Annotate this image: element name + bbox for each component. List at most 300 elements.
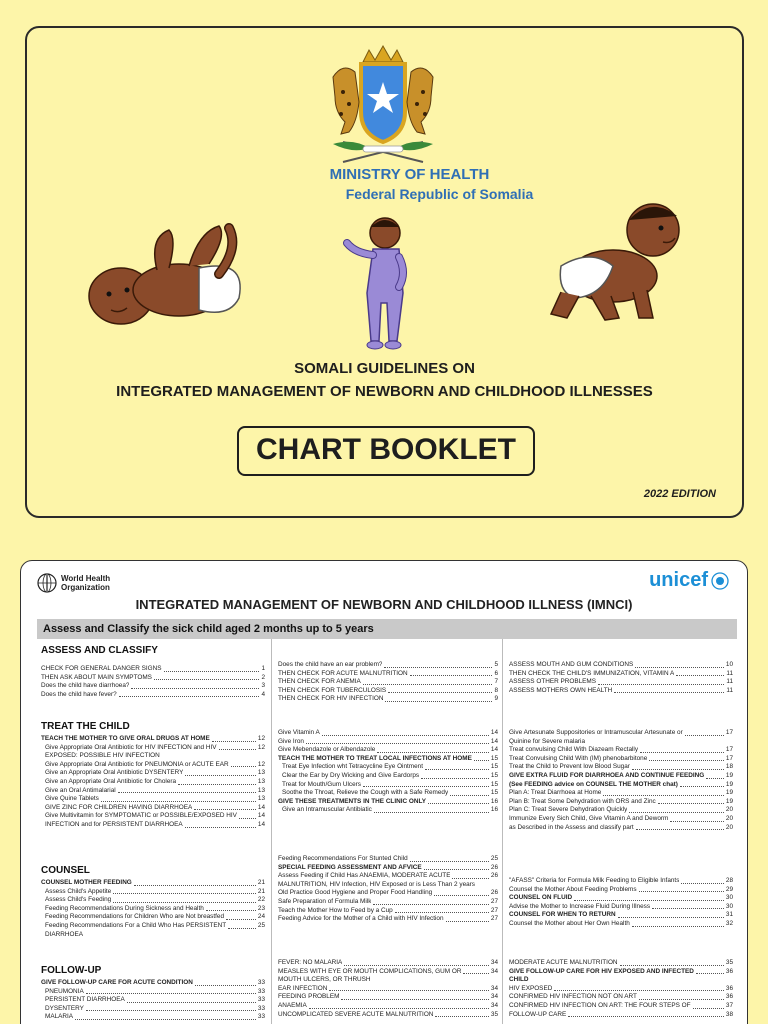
toc-page-number: 19 xyxy=(725,771,733,779)
toc-leader-dots xyxy=(452,878,488,879)
toc-entry[interactable] xyxy=(509,746,733,755)
toc-entry[interactable] xyxy=(41,744,265,753)
toc-block-c2c xyxy=(272,855,502,924)
toc-block-c3d xyxy=(505,959,737,1019)
toc-entry-title: Assess Child's Appetite xyxy=(45,887,112,895)
toc-entry[interactable] xyxy=(509,687,733,696)
toc-entry-title: Plan C: Treat Severe Dehydration Quickly xyxy=(509,806,628,814)
toc-entry-title: THEN CHECK FOR HIV INFECTION xyxy=(278,695,384,703)
toc-entry[interactable] xyxy=(278,806,498,815)
toc-entry-title: Counsel the Mother about Her Own Health xyxy=(509,919,630,927)
toc-page-number: 16 xyxy=(490,806,498,814)
toc-leader-dots xyxy=(636,829,724,830)
toc-page-number: 34 xyxy=(490,993,498,1001)
toc-entry-title: Counsel the Mother About Feeding Problems xyxy=(509,885,637,893)
toc-leader-dots xyxy=(435,1016,488,1017)
toc-entry[interactable] xyxy=(41,922,265,931)
guidelines-subheading: INTEGRATED MANAGEMENT OF NEWBORN AND CHILDHOOD ILLNESSES xyxy=(116,383,653,400)
imnci-title: INTEGRATED MANAGEMENT OF NEWBORN AND CHILDHOOD ILLNESS (IMNCI) xyxy=(135,597,633,612)
toc-leader-dots xyxy=(463,973,488,974)
toc-page-number: 34 xyxy=(490,967,498,975)
toc-block-c3a xyxy=(505,661,737,695)
toc-entry[interactable] xyxy=(509,894,733,903)
toc-entry-title: Advise the Mother to Increase Fluid During Illness xyxy=(509,902,651,910)
toc-entry[interactable] xyxy=(278,907,498,916)
toc-page-number: 13 xyxy=(257,786,265,794)
toc-leader-dots xyxy=(635,667,724,668)
toc-page-number: 2 xyxy=(261,673,265,681)
toc-page-number: 21 xyxy=(257,887,265,895)
toc-entry[interactable] xyxy=(509,968,733,977)
toc-leader-dots xyxy=(693,1008,724,1009)
toc-entry[interactable] xyxy=(278,695,498,704)
toc-page-number: 27 xyxy=(490,897,498,905)
toc-entry-title: (See FEEDING advice on COUNSEL THE MOTHER chat) xyxy=(509,780,678,788)
toc-entry-title: Feeding Advice for the Mother of a Child with HIV Infection xyxy=(278,915,444,923)
toc-entry[interactable] xyxy=(41,682,265,691)
toc-entry[interactable] xyxy=(509,789,733,798)
toc-page-number: 14 xyxy=(257,820,265,828)
toc-leader-dots xyxy=(374,812,489,813)
toc-leader-dots xyxy=(676,675,724,676)
toc-leader-dots xyxy=(568,1016,724,1017)
toc-page-number: 14 xyxy=(490,746,498,754)
toc-entry-title: FEEDING PROBLEM xyxy=(278,993,340,1001)
toc-leader-dots xyxy=(178,784,256,785)
toc-entry[interactable] xyxy=(509,670,733,679)
toc-entry[interactable] xyxy=(41,795,265,804)
toc-entry[interactable] xyxy=(278,763,498,772)
toc-entry-title: GIVE FOLLOW-UP CARE FOR HIV EXPOSED AND INFECTED xyxy=(509,967,694,975)
toc-leader-dots xyxy=(632,926,724,927)
toc-page-number: 30 xyxy=(725,894,733,902)
toc-entry[interactable] xyxy=(278,864,498,873)
toc-entry-title: THEN CHECK FOR ACUTE MALNUTRITION xyxy=(278,669,408,677)
toc-entry-title: PERSISTENT DIARRHOEA xyxy=(45,996,125,1004)
toc-entry-title: HIV EXPOSED xyxy=(509,984,553,992)
toc-page-number: 34 xyxy=(490,959,498,966)
toc-entry[interactable] xyxy=(41,778,265,787)
toc-leader-dots xyxy=(194,809,256,810)
toc-entry-title: Give Iron xyxy=(278,737,304,745)
toc-page-number: 27 xyxy=(490,906,498,914)
toc-leader-dots xyxy=(685,735,724,736)
toc-entry[interactable] xyxy=(278,772,498,781)
toc-page-number: 21 xyxy=(257,879,265,886)
toc-leader-dots xyxy=(86,1010,256,1011)
toc-page-number: 33 xyxy=(257,1013,265,1021)
toc-page-number: 31 xyxy=(725,911,733,919)
toc-entry[interactable] xyxy=(41,879,265,888)
toc-page-number: 33 xyxy=(257,987,265,995)
toc-leader-dots xyxy=(618,917,724,918)
toc-entry-title: GIVE THESE TREATMENTS IN THE CLINIC ONLY xyxy=(278,797,427,805)
toc-entry[interactable] xyxy=(509,959,733,968)
toc-entry[interactable] xyxy=(509,729,733,738)
toc-page-number: 17 xyxy=(725,729,733,736)
toc-entry[interactable] xyxy=(278,755,498,764)
toc-page-number: 4 xyxy=(261,690,265,698)
toc-entry[interactable] xyxy=(278,898,498,907)
toc-entry[interactable] xyxy=(509,678,733,687)
contents-page xyxy=(20,560,748,1024)
toc-page-number: 35 xyxy=(490,1010,498,1018)
toc-page-number: 12 xyxy=(257,743,265,751)
toc-entry[interactable] xyxy=(41,761,265,770)
toc-entry-title: THEN ASK ABOUT MAIN SYMPTOMS xyxy=(41,673,152,681)
toc-leader-dots xyxy=(603,795,724,796)
toc-leader-dots xyxy=(652,908,724,909)
toc-entry[interactable] xyxy=(278,738,498,747)
toc-leader-dots xyxy=(322,735,489,736)
toc-entry[interactable] xyxy=(509,877,733,886)
toc-entry[interactable] xyxy=(509,806,733,815)
toc-entry-title: Treat Eye Infection wht Tetracycline Eye Ointment xyxy=(282,763,424,771)
toc-block-c2d xyxy=(272,959,502,1019)
toc-entry-title: Old Practice Good Hygiene and Proper Food Handling xyxy=(278,889,433,897)
toc-leader-dots xyxy=(344,965,489,966)
toc-entry[interactable] xyxy=(41,1013,265,1022)
toc-page-number: 23 xyxy=(257,904,265,912)
toc-entry[interactable] xyxy=(278,661,498,670)
toc-entry[interactable] xyxy=(509,985,733,994)
toc-block-c3c xyxy=(505,877,737,929)
toc-entry[interactable] xyxy=(278,798,498,807)
toc-entry[interactable] xyxy=(509,755,733,764)
toc-entry[interactable] xyxy=(509,920,733,929)
toc-entry[interactable] xyxy=(278,1002,498,1011)
toc-entry[interactable] xyxy=(509,976,733,985)
cover-page xyxy=(25,26,744,518)
toc-leader-dots xyxy=(363,786,489,787)
toc-entry[interactable] xyxy=(509,911,733,920)
toc-entry[interactable] xyxy=(509,772,733,781)
toc-entry-title: THEN CHECK THE CHILD'S IMMUNIZATION, VITAMIN A xyxy=(509,669,675,677)
toc-entry-title: COUNSEL ON FLUID xyxy=(509,894,573,902)
toc-leader-dots xyxy=(377,752,489,753)
toc-entry[interactable] xyxy=(278,746,498,755)
toc-page-number: 20 xyxy=(725,814,733,822)
toc-page-number: 33 xyxy=(257,1004,265,1012)
toc-leader-dots xyxy=(118,792,256,793)
toc-page-number: 9 xyxy=(494,695,498,703)
toc-page-number: 33 xyxy=(257,996,265,1004)
toc-entry[interactable] xyxy=(41,905,265,914)
toc-entry[interactable] xyxy=(41,979,265,988)
unicef-emblem-icon xyxy=(711,572,729,590)
toc-entry[interactable] xyxy=(41,821,265,830)
toc-leader-dots xyxy=(554,990,724,991)
toc-entry-title: Give Appropriate Oral Antibiotic for PNEUMONIA or ACUTE EAR xyxy=(45,760,229,768)
toc-leader-dots xyxy=(658,803,724,804)
toc-entry-title: as Described in the Assess and classify part xyxy=(509,823,634,831)
toc-leader-dots xyxy=(119,696,260,697)
toc-page-number: 15 xyxy=(490,763,498,771)
toc-entry-title: Does the child have fever? xyxy=(41,690,117,698)
toc-entry-title: ASSESS MOTHERS OWN HEALTH xyxy=(509,686,613,694)
toc-entry[interactable] xyxy=(509,993,733,1002)
toc-page-number: 37 xyxy=(725,1001,733,1009)
who-name-line1: World Health xyxy=(61,574,111,583)
toc-entry-title: ASSESS MOUTH AND GUM CONDITIONS xyxy=(509,661,634,668)
toc-entry-title: CHECK FOR GENERAL DANGER SIGNS xyxy=(41,665,162,672)
toc-leader-dots xyxy=(450,795,489,796)
toc-entry-title: Does the child have diarrhoea? xyxy=(41,682,130,690)
toc-page-number: 10 xyxy=(725,661,733,668)
toc-entry[interactable] xyxy=(278,968,498,977)
toc-entry-title: Feeding Recommendations for Children Who are Not breastfed xyxy=(45,913,225,921)
toc-entry[interactable] xyxy=(41,812,265,821)
toc-block-counsel xyxy=(37,879,269,939)
toc-entry[interactable] xyxy=(41,913,265,922)
toc-entry[interactable] xyxy=(278,993,498,1002)
unicef-logo xyxy=(649,569,729,592)
toc-entry[interactable] xyxy=(278,872,498,881)
toc-entry[interactable] xyxy=(41,735,265,744)
toc-block-treat xyxy=(37,735,269,830)
toc-page-number: 17 xyxy=(725,746,733,754)
toc-page-number: 36 xyxy=(725,967,733,975)
toc-entry-title: Give an Appropriate Oral Antibiotic for Cholera xyxy=(45,777,177,785)
toc-leader-dots xyxy=(75,1019,256,1020)
toc-entry-title: Teach the Mother How to Feed by a Cup xyxy=(278,906,393,914)
toc-entry[interactable] xyxy=(509,1011,733,1020)
toc-leader-dots xyxy=(86,993,256,994)
somalia-coat-of-arms-icon xyxy=(313,42,453,172)
booklet-title: CHART BOOKLET xyxy=(237,426,535,476)
toc-entry-title: EXPOSED: POSSIBLE HIV INFECTION xyxy=(45,752,160,760)
toc-leader-dots xyxy=(154,679,260,680)
toc-entry-title: MOUTH ULCERS, OR THRUSH xyxy=(278,976,371,984)
toc-page-number: 11 xyxy=(726,678,733,686)
toc-entry[interactable] xyxy=(41,896,265,905)
toc-leader-dots xyxy=(239,818,256,819)
toc-entry[interactable] xyxy=(509,781,733,790)
toc-page-number: 13 xyxy=(257,795,265,803)
toc-leader-dots xyxy=(373,904,488,905)
toc-leader-dots xyxy=(474,760,489,761)
toc-page-number: 27 xyxy=(490,915,498,923)
toc-entry-title: Treat for Mouth/Gum Ulcers xyxy=(282,780,361,788)
toc-page-number: 18 xyxy=(725,763,733,771)
toc-page-number: 11 xyxy=(726,669,733,677)
toc-entry[interactable] xyxy=(41,888,265,897)
toc-leader-dots xyxy=(113,893,256,894)
toc-leader-dots xyxy=(185,775,255,776)
toc-page-number: 20 xyxy=(725,806,733,814)
toc-entry[interactable] xyxy=(41,787,265,796)
toc-leader-dots xyxy=(574,900,724,901)
toc-entry[interactable] xyxy=(278,915,498,924)
toc-entry-title: Quinine for Severe malaria xyxy=(509,737,586,745)
toc-page-number: 16 xyxy=(490,797,498,805)
toc-leader-dots xyxy=(421,778,489,779)
toc-entry-title: CONFIRMED HIV INFECTION ON ART: THE FOUR STEPS OF xyxy=(509,1001,691,1009)
toc-entry-title: Safe Preparation of Formula Milk xyxy=(278,897,372,905)
toc-entry[interactable] xyxy=(41,665,265,674)
toc-entry[interactable] xyxy=(278,985,498,994)
toc-entry[interactable] xyxy=(509,824,733,833)
toc-page-number: 29 xyxy=(725,885,733,893)
toc-leader-dots xyxy=(231,766,256,767)
toc-entry-title: Feeding Recommendations For a Child Who Has PERSISTENT xyxy=(45,921,227,929)
toc-entry-title: Give an Appropriate Oral Antibiotic DYSENTERY xyxy=(45,769,184,777)
toc-entry[interactable] xyxy=(278,678,498,687)
toc-entry-title: Give Mebendazole or Albendazole xyxy=(278,746,376,754)
toc-entry[interactable] xyxy=(278,1011,498,1020)
toc-entry[interactable] xyxy=(278,781,498,790)
toc-page-number: 13 xyxy=(257,777,265,785)
toc-page-number: 22 xyxy=(257,896,265,904)
toc-entry-title: Assess Child's Feeding xyxy=(45,896,112,904)
toc-page-number: 17 xyxy=(725,754,733,762)
toc-page-number: 24 xyxy=(257,913,265,921)
toc-leader-dots xyxy=(620,965,724,966)
toc-leader-dots xyxy=(670,821,724,822)
toc-entry[interactable] xyxy=(278,889,498,898)
toc-entry-title: UNCOMPLICATED SEVERE ACUTE MALNUTRITION xyxy=(278,1010,434,1018)
toc-leader-dots xyxy=(614,692,724,693)
toc-entry[interactable] xyxy=(278,959,498,968)
toc-leader-dots xyxy=(639,891,724,892)
toc-leader-dots xyxy=(629,812,724,813)
toc-entry-title: Give Multivitamin for SYMPTOMATIC or POSSIBLE/EXPOSED HIV xyxy=(45,812,237,820)
toc-entry[interactable] xyxy=(41,674,265,683)
toc-leader-dots xyxy=(384,667,492,668)
toc-leader-dots xyxy=(395,912,489,913)
toc-entry-title: COUNSEL FOR WHEN TO RETURN xyxy=(509,911,616,919)
lying-baby-illustration-icon xyxy=(69,218,249,328)
toc-entry-title: Give Artesunate Suppositories or Intramuscular Artesunate or xyxy=(509,729,683,736)
toc-entry-title: INFECTION and for PERSISTENT DIARRHOEA xyxy=(45,820,183,828)
toc-entry-title: Give Appropriate Oral Antibiotic for HIV INFECTION and HIV xyxy=(45,743,217,751)
toc-page-number: 36 xyxy=(725,993,733,1001)
toc-page-number: 34 xyxy=(490,984,498,992)
ministry-name: MINISTRY OF HEALTH xyxy=(329,166,490,183)
toc-entry[interactable] xyxy=(278,729,498,738)
toc-page-number: 15 xyxy=(490,771,498,779)
toc-entry[interactable] xyxy=(509,1002,733,1011)
who-emblem-icon xyxy=(37,573,57,593)
toc-leader-dots xyxy=(706,778,724,779)
toc-page-number: 1 xyxy=(261,665,265,672)
toc-entry[interactable] xyxy=(509,815,733,824)
toc-leader-dots xyxy=(306,743,489,744)
toc-page-number: 32 xyxy=(725,919,733,927)
toc-entry-title: Soothe the Throat, Relieve the Cough with a Safe Remedy xyxy=(282,789,449,797)
toc-leader-dots xyxy=(164,671,260,672)
toc-page-number: 8 xyxy=(494,686,498,694)
toc-page-number: 25 xyxy=(257,921,265,929)
toc-entry-title: GIVE EXTRA FLUID FOR DIARRHOEA AND CONTINUE FEEDING xyxy=(509,771,705,779)
toc-page-number: 15 xyxy=(490,789,498,797)
toc-entry-title: TEACH THE MOTHER TO TREAT LOCAL INFECTIONS AT HOME xyxy=(278,754,472,762)
toc-entry[interactable] xyxy=(41,931,265,940)
toc-entry[interactable] xyxy=(41,769,265,778)
toc-page-number: 13 xyxy=(257,769,265,777)
toc-leader-dots xyxy=(388,692,492,693)
toc-entry-title: THEN CHECK FOR TUBERCULOSIS xyxy=(278,686,387,694)
toc-page-number: 28 xyxy=(725,877,733,884)
toc-page-number: 5 xyxy=(494,661,498,668)
toc-entry[interactable] xyxy=(509,763,733,772)
toc-leader-dots xyxy=(632,769,724,770)
who-logo xyxy=(37,573,110,593)
toc-entry-title: FOLLOW-UP CARE xyxy=(509,1010,567,1018)
toc-page-number: 19 xyxy=(725,797,733,805)
country-name: Federal Republic of Somalia xyxy=(345,186,534,202)
standing-toddler-illustration-icon xyxy=(341,213,421,353)
toc-entry[interactable] xyxy=(41,691,265,700)
toc-entry[interactable] xyxy=(41,752,265,761)
toc-entry-title: Treat Convulsing Child With (IM) phenobarbitone xyxy=(509,754,648,762)
toc-entry[interactable] xyxy=(41,804,265,813)
toc-entry[interactable] xyxy=(278,789,498,798)
toc-entry[interactable] xyxy=(509,903,733,912)
toc-page-number: 30 xyxy=(725,902,733,910)
toc-entry[interactable] xyxy=(509,661,733,670)
toc-entry-title: Assess Feeding if Child Has ANAEMIA, MODERATE ACUTE xyxy=(278,872,451,880)
toc-leader-dots xyxy=(385,701,492,702)
toc-entry-title: "AFASS" Criteria for Formula Milk Feeding to Eligible Infants xyxy=(509,877,680,884)
toc-page-number: 19 xyxy=(725,780,733,788)
toc-leader-dots xyxy=(127,1002,256,1003)
toc-page-number: 19 xyxy=(725,789,733,797)
toc-entry-title: ASSESS OTHER PROBLEMS xyxy=(509,678,597,686)
toc-entry[interactable] xyxy=(278,881,498,890)
toc-entry-title: Treat the Child to Prevent low Blood Sugar xyxy=(509,763,630,771)
toc-leader-dots xyxy=(206,910,256,911)
toc-entry-title: Treat convulsing Child With Diazeam Rectally xyxy=(509,746,639,754)
toc-entry-title: MALARIA xyxy=(45,1013,74,1021)
toc-entry-title: Give an Oral Antimalarial xyxy=(45,786,116,794)
toc-entry[interactable] xyxy=(41,996,265,1005)
toc-entry[interactable] xyxy=(41,988,265,997)
toc-entry[interactable] xyxy=(509,886,733,895)
toc-leader-dots xyxy=(101,801,256,802)
toc-leader-dots xyxy=(681,883,723,884)
toc-entry-title: DIARRHOEA xyxy=(45,930,83,938)
guidelines-heading: SOMALI GUIDELINES ON xyxy=(294,360,475,377)
toc-entry[interactable] xyxy=(278,976,498,985)
toc-page-number: 26 xyxy=(490,872,498,880)
toc-page-number: 26 xyxy=(490,863,498,871)
toc-leader-dots xyxy=(329,990,489,991)
toc-entry[interactable] xyxy=(509,798,733,807)
toc-entry[interactable] xyxy=(509,738,733,747)
toc-column-2 xyxy=(271,639,503,1024)
section-heading-followup: FOLLOW-UP xyxy=(41,965,102,976)
toc-leader-dots xyxy=(410,861,489,862)
toc-leader-dots xyxy=(309,1008,489,1009)
toc-entry-title: CONFIRMED HIV INFECTION NOT ON ART xyxy=(509,993,637,1001)
toc-entry-title: GIVE FOLLOW-UP CARE FOR ACUTE CONDITION xyxy=(41,979,193,986)
toc-entry[interactable] xyxy=(278,855,498,864)
toc-leader-dots xyxy=(185,827,256,828)
toc-leader-dots xyxy=(363,684,493,685)
toc-leader-dots xyxy=(434,895,489,896)
toc-entry-title: Plan A: Treat Diarrhoea at Home xyxy=(509,789,602,797)
toc-leader-dots xyxy=(680,786,724,787)
toc-entry[interactable] xyxy=(278,687,498,696)
toc-leader-dots xyxy=(428,803,489,804)
toc-entry-title: Clear the Ear by Dry Wicking and Give Eardorps xyxy=(282,771,420,779)
toc-page-number: 15 xyxy=(490,780,498,788)
toc-entry[interactable] xyxy=(278,670,498,679)
toc-entry-title: TEACH THE MOTHER TO GIVE ORAL DRUGS AT HOME xyxy=(41,735,210,742)
toc-entry-title: SPECIAL FEEDING ASSESSMENT AND AFVICE xyxy=(278,863,422,871)
toc-entry[interactable] xyxy=(41,1005,265,1014)
